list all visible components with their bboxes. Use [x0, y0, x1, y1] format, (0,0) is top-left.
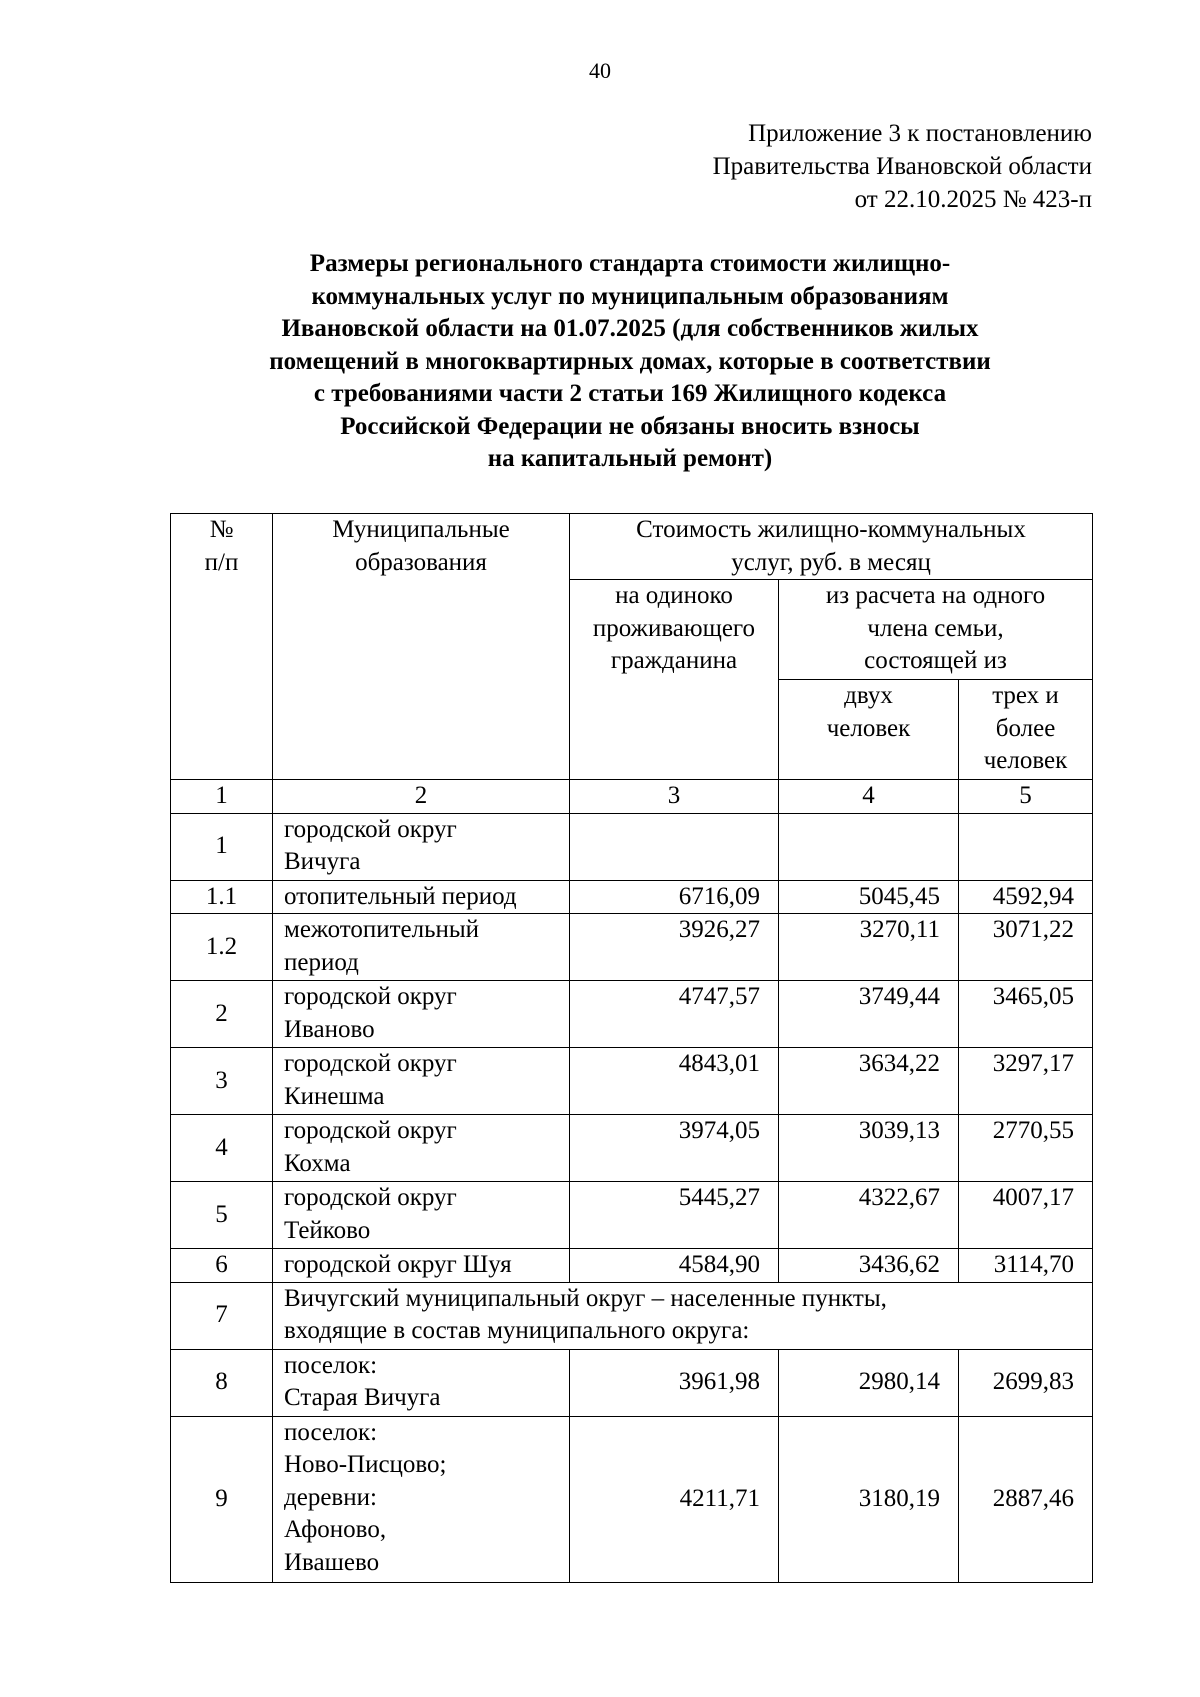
cost-two: 3436,62: [779, 1249, 959, 1283]
row-number: 5: [171, 1182, 273, 1249]
row-number: 1: [171, 813, 273, 880]
cost-two: 3270,11: [779, 914, 959, 981]
table-row: [171, 914, 1093, 981]
title-line: помещений в многоквартирных домах, которые в соответствии: [269, 347, 991, 375]
cost-two: 3634,22: [779, 1048, 959, 1115]
header-per-family-member: из расчета на одного члена семьи, состоящей из: [779, 580, 1093, 680]
cost-single: 6716,09: [570, 880, 779, 914]
page-number: 40: [589, 58, 611, 83]
header-three-persons: трех и более человек: [959, 680, 1093, 780]
row-number: 2: [171, 981, 273, 1048]
cost-three: 2699,83: [959, 1349, 1093, 1416]
cost-two: 2980,14: [779, 1349, 959, 1416]
cost-single: [570, 813, 779, 880]
header-municipality: Муниципальные образования: [273, 514, 570, 780]
appendix-line: Правительства Ивановской области: [712, 153, 1092, 180]
table-row: [171, 1249, 1093, 1283]
column-number: 5: [959, 780, 1093, 814]
header-row: [171, 514, 1093, 580]
cost-single: 4747,57: [570, 981, 779, 1048]
cost-three: [959, 813, 1093, 880]
cost-three: 2770,55: [959, 1115, 1093, 1182]
row-number: 6: [171, 1249, 273, 1283]
column-number: 3: [570, 780, 779, 814]
header-cost: Стоимость жилищно-коммунальных услуг, руб. в месяц: [570, 514, 1093, 580]
title-line: на капитальный ремонт): [487, 445, 773, 472]
column-number: 1: [171, 780, 273, 814]
table-row: [171, 1182, 1093, 1249]
settlement-name: поселок: Старая Вичуга: [273, 1349, 570, 1416]
cost-two: 3749,44: [779, 981, 959, 1048]
cost-single: 3926,27: [570, 914, 779, 981]
table-row: [171, 1282, 1093, 1349]
title-line: коммунальных услуг по муниципальным образованиям: [311, 282, 949, 310]
cost-three: 3071,22: [959, 914, 1093, 981]
header-two-persons: двух человек: [779, 680, 959, 780]
row-number: 7: [171, 1282, 273, 1349]
table-row: [171, 1048, 1093, 1115]
table-row: [171, 1416, 1093, 1582]
municipality-name: городской округ Кинешма: [273, 1048, 570, 1115]
table-row: [171, 813, 1093, 880]
title-line: Размеры регионального стандарта стоимости жилищно-: [309, 250, 951, 277]
document-title: [200, 248, 1060, 476]
cost-single: 3961,98: [570, 1349, 779, 1416]
cost-single: 4843,01: [570, 1048, 779, 1115]
cost-three: 3465,05: [959, 981, 1093, 1048]
municipality-name: городской округ Иваново: [273, 981, 570, 1048]
title-line: Российской Федерации не обязаны вносить взносы: [340, 412, 920, 440]
header-number: № п/п: [171, 514, 273, 780]
column-number-row: [171, 780, 1093, 814]
cost-three: 3114,70: [959, 1249, 1093, 1283]
cost-single: 4211,71: [570, 1416, 779, 1582]
row-number: 3: [171, 1048, 273, 1115]
municipality-group-heading: Вичугский муниципальный округ – населенные пункты, входящие в состав муниципального округа:: [273, 1282, 1093, 1349]
cost-two: 3039,13: [779, 1115, 959, 1182]
municipality-name: межотопительный период: [273, 914, 570, 981]
cost-three: 3297,17: [959, 1048, 1093, 1115]
appendix-reference: [713, 117, 1092, 216]
cost-three: 4007,17: [959, 1182, 1093, 1249]
cost-two: 3180,19: [779, 1416, 959, 1582]
municipality-name: городской округ Шуя: [273, 1249, 570, 1283]
cost-two: 4322,67: [779, 1182, 959, 1249]
municipality-name: городской округ Вичуга: [273, 813, 570, 880]
title-line: с требованиями части 2 статьи 169 Жилищного кодекса: [313, 380, 947, 407]
column-number: 2: [273, 780, 570, 814]
cost-two: 5045,45: [779, 880, 959, 914]
cost-two: [779, 813, 959, 880]
table-row: [171, 981, 1093, 1048]
table-row: [171, 880, 1093, 914]
title-line: Ивановской области на 01.07.2025 (для собственников жилых: [281, 315, 979, 342]
row-number: 4: [171, 1115, 273, 1182]
cost-single: 3974,05: [570, 1115, 779, 1182]
row-number: 9: [171, 1416, 273, 1582]
appendix-line: от 22.10.2025 № 423-п: [854, 186, 1092, 213]
cost-three: 4592,94: [959, 880, 1093, 914]
municipality-name: отопительный период: [273, 880, 570, 914]
cost-standard-table: [170, 513, 1093, 1583]
row-number: 1.2: [171, 914, 273, 981]
row-number: 8: [171, 1349, 273, 1416]
cost-single: 4584,90: [570, 1249, 779, 1283]
row-number: 1.1: [171, 880, 273, 914]
appendix-line: Приложение 3 к постановлению: [748, 120, 1092, 147]
header-single-citizen: на одиноко проживающего гражданина: [570, 580, 779, 780]
cost-single: 5445,27: [570, 1182, 779, 1249]
municipality-name: городской округ Тейково: [273, 1182, 570, 1249]
municipality-name: городской округ Кохма: [273, 1115, 570, 1182]
settlement-name: поселок: Ново-Писцово; деревни: Афоново, Ивашево: [273, 1416, 570, 1582]
column-number: 4: [779, 780, 959, 814]
table-row: [171, 1349, 1093, 1416]
cost-three: 2887,46: [959, 1416, 1093, 1582]
table-row: [171, 1115, 1093, 1182]
